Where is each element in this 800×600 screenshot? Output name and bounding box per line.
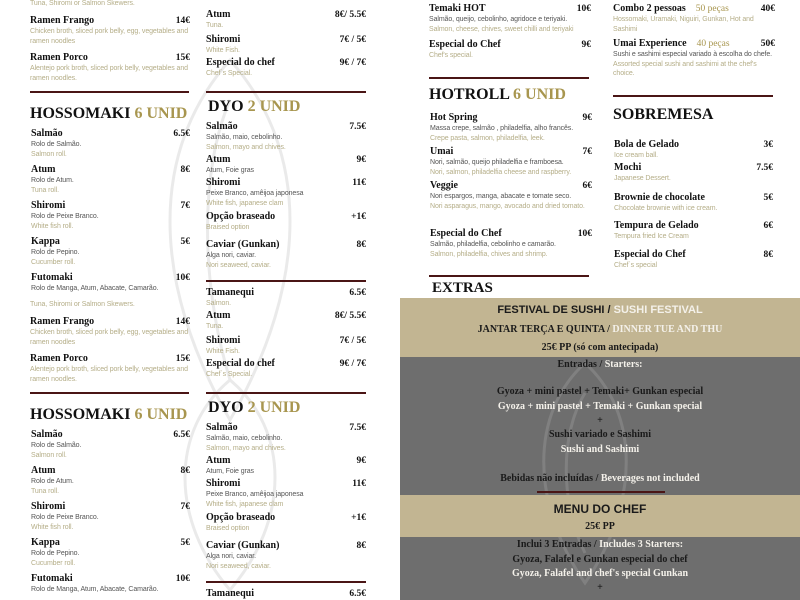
item-description-pt: Peixe Branco, amêijoa japonesa (206, 190, 304, 197)
festival-line-2: Gyoza + mini pastel + Temaki + Gunkan special (497, 401, 703, 412)
lead-text: Tuna, Shiromi or Salmon Skewers. (30, 0, 135, 7)
section-unit-count: 6 UNID (134, 406, 188, 423)
menu-item (31, 537, 190, 568)
item-description-en: Hossomaki, Uramaki, Niguiri, Gunkan, Hot and Sashimi (613, 16, 754, 33)
item-description-pt: Rolo de Manga, Atum, Abacate, Camarão. (31, 586, 159, 593)
chef-menu-title: MENU DO CHEF (553, 502, 647, 516)
festival-title-en: SUSHI FESTIVAL (613, 304, 703, 316)
item-name (31, 236, 190, 248)
item-name (31, 272, 190, 284)
menu-item (206, 57, 366, 79)
item-name-text: Temaki HOT (429, 3, 486, 14)
section-unit-count: 2 UNID (247, 399, 301, 416)
item-description-en: Salmon roll. (31, 451, 67, 459)
item-name-text: Opção braseado (206, 211, 276, 222)
item-name-text: Kappa (31, 537, 60, 548)
item-name-text: Umai Experience (613, 38, 687, 49)
item-description-en: Chef´s special (614, 262, 657, 269)
menu-item (206, 310, 366, 332)
section-title: HOTROLL (429, 86, 510, 103)
item-description-pt: Rolo de Atum. (31, 478, 74, 485)
menu-item (30, 316, 190, 347)
section-heading (30, 406, 187, 424)
item-description-pt: Massa crepe, salmão , philadelfia, alho francês. (430, 125, 574, 132)
item-price: 10€ (175, 574, 190, 584)
menu-item (429, 3, 591, 34)
item-name-text: Shiromi (206, 335, 241, 346)
item-name-text: Futomaki (31, 272, 73, 283)
menu-item (614, 139, 773, 161)
item-name (30, 15, 190, 27)
item-description-pt: Nori espargos, manga, abacate e tomate seco. (430, 193, 572, 200)
section-divider (429, 275, 589, 277)
item-name (614, 220, 773, 232)
menu-item (206, 512, 366, 534)
lead-text: Tuna, Shiromi or Salmon Skewers. (30, 301, 135, 308)
item-name (206, 540, 366, 552)
item-name (30, 52, 190, 64)
item-name-text: Salmão (31, 128, 63, 139)
item-description-en: Cucumber roll. (31, 258, 76, 266)
menu-item (30, 15, 190, 46)
item-name (31, 429, 190, 441)
section-unit-count: 6 UNID (513, 86, 566, 103)
item-price: 7.5€ (756, 163, 773, 173)
festival-drinks (400, 473, 800, 485)
menu-item (430, 112, 592, 143)
item-price: 9€ (356, 155, 366, 165)
festival-line-4: Sushi and Sashimi (560, 444, 640, 455)
item-price: 9€ / 7€ (339, 359, 366, 369)
item-name-text: Tamanequi (206, 588, 254, 599)
item-description-en: Chocolate brownie with ice cream. (614, 205, 718, 212)
item-name-text: Atum (206, 455, 231, 466)
item-price: 8€ (763, 250, 773, 260)
item-price: 5€ (763, 193, 773, 203)
item-pieces: 40 peças (696, 39, 730, 49)
section-heading (613, 106, 713, 124)
item-description-pt: Peixe Branco, amêijoa japonesa (206, 491, 304, 498)
menu-item (206, 287, 366, 309)
item-name (30, 353, 190, 365)
item-price: 3€ (763, 140, 773, 150)
item-description-pt: Sushi e sashimi especial variado à escolha do chefe. (613, 51, 773, 58)
item-description-pt: Atum, Foie gras (206, 167, 254, 174)
item-description-en: Cucumber roll. (31, 559, 76, 567)
item-price: 15€ (175, 53, 190, 63)
menu-item (613, 38, 775, 79)
item-name (31, 164, 190, 176)
item-description-en: Salmon, cheese, chives, sweet chilli and teriyaki (429, 25, 574, 33)
item-price: 8€ (356, 541, 366, 551)
festival-days-en: DINNER TUE AND THU (612, 324, 723, 335)
menu-item (206, 239, 366, 270)
section-title: DYO (208, 399, 244, 416)
item-name (430, 112, 592, 124)
item-description-en: Crepe pasta, salmon, philadelfia, leek. (430, 134, 545, 142)
item-description-en: Braised option (206, 525, 250, 532)
menu-item (430, 228, 592, 259)
item-price: 7€ (180, 502, 190, 512)
festival-title (400, 304, 800, 317)
item-description-en: Tuna roll. (31, 186, 59, 194)
menu-item (429, 39, 591, 61)
item-price: 11€ (352, 178, 366, 188)
menu-item (31, 200, 190, 231)
item-price: 11€ (352, 479, 366, 489)
menu-item (31, 164, 190, 195)
item-description-en: Alentejo pork broth, sliced pork belly, vegetables and ramen noodles. (30, 366, 188, 383)
section-divider (206, 581, 366, 583)
chef-menu-includes-pt: Inclui 3 Entradas / (516, 539, 600, 550)
extras-heading: EXTRAS (432, 280, 493, 296)
item-name-text: Especial do Chef (429, 39, 501, 50)
festival-starters (400, 359, 800, 371)
item-description-pt: Atum, Foie gras (206, 468, 254, 475)
item-name (614, 162, 773, 174)
item-name (31, 501, 190, 513)
item-description-en: Alentejo pork broth, sliced pork belly, vegetables and ramen noodles. (30, 65, 188, 82)
item-description-pt: Salmão, queijo, cebolinho, agridoce e teriyaki. (429, 16, 568, 23)
item-name-text: Brownie de chocolate (614, 192, 705, 203)
item-price: 50€ (760, 39, 775, 49)
item-description-en: Nori seaweed, caviar. (206, 261, 271, 269)
item-name (429, 3, 591, 15)
item-description-pt: Rolo de Peixe Branco. (31, 514, 99, 521)
item-name-text: Kappa (31, 236, 60, 247)
item-name-text: Ramen Porco (30, 52, 88, 63)
divider (537, 491, 665, 493)
item-name-text: Salmão (206, 422, 238, 433)
item-description-en: White Fish. (206, 47, 240, 54)
festival-panel (400, 298, 800, 600)
item-price: 7.5€ (349, 423, 366, 433)
item-price: 8€ (356, 240, 366, 250)
item-description-pt: Nori, salmão, queijo philadelfia e framboesa. (430, 159, 564, 166)
item-name-text: Shiromi (31, 200, 66, 211)
menu-item (613, 3, 775, 34)
menu-item (206, 211, 366, 233)
menu-item (31, 236, 190, 267)
item-description-en: White fish roll. (31, 523, 74, 531)
item-description-en: Tempura fried Ice Cream (614, 233, 689, 240)
section-heading (429, 86, 566, 104)
item-name-text: Salmão (31, 429, 63, 440)
section-divider (206, 280, 366, 282)
item-price: 5€ (180, 237, 190, 247)
section-divider (429, 77, 589, 79)
item-description-en: Salmon, philadelfia, chives and shrimp. (430, 250, 548, 258)
item-description-pt: Alga nori, caviar. (206, 252, 256, 259)
menu-item (31, 573, 190, 595)
item-description-en: White fish, japanese clam (206, 199, 284, 207)
item-description-en: Chicken broth, sliced pork belly, egg, vegetables and ramen noodles (30, 329, 189, 346)
menu-item (31, 128, 190, 159)
item-price: 5€ (180, 538, 190, 548)
item-description-pt: Salmão, maio, cebolinho. (206, 134, 283, 141)
item-name-text: Ramen Frango (30, 15, 95, 26)
item-description-en: Japanese Dessert. (614, 175, 671, 182)
menu-item (206, 177, 366, 208)
item-name-text: Shiromi (206, 478, 241, 489)
item-description-pt: Alga nori, caviar. (206, 553, 256, 560)
menu-item (206, 34, 366, 56)
item-price: 8€ (180, 165, 190, 175)
menu-item (206, 121, 366, 152)
section-divider (30, 91, 189, 93)
item-description-en: Nori, salmon, philadelfia cheese and raspberry. (430, 168, 572, 176)
item-name (206, 177, 366, 189)
menu-item (206, 358, 366, 380)
section-title: HOSSOMAKI (30, 105, 131, 122)
item-name (206, 588, 366, 600)
item-price: 9€ (356, 456, 366, 466)
item-price: 7€ / 5€ (339, 336, 366, 346)
item-price: 6€ (763, 221, 773, 231)
item-name-text: Bola de Gelado (614, 139, 680, 150)
item-price: 14€ (175, 16, 190, 26)
menu-item (614, 249, 773, 271)
item-price: 10€ (576, 4, 591, 14)
item-name-text: Umai (430, 146, 454, 157)
chef-menu-line-1: Gyoza, Falafel e Gunkan especial do chef (512, 554, 688, 565)
item-name (206, 478, 366, 490)
festival-line-1: Gyoza + mini pastel + Temaki+ Gunkan especial (496, 386, 704, 397)
section-divider (206, 392, 366, 394)
item-name (614, 139, 773, 151)
item-name (206, 512, 366, 524)
menu-item (430, 146, 592, 177)
section-unit-count: 6 UNID (134, 105, 188, 122)
item-name-text: Shiromi (206, 34, 241, 45)
item-description-en: White fish, japanese clam (206, 500, 284, 508)
item-name (206, 121, 366, 133)
section-title: DYO (208, 98, 244, 115)
item-name-text: Especial do Chef (614, 249, 686, 260)
section-heading (30, 105, 187, 123)
festival-price: 25€ PP (só com antecipada) (541, 342, 659, 353)
chef-menu-plus: + (597, 582, 603, 593)
item-name-text: Atum (206, 310, 231, 321)
menu-item (206, 540, 366, 571)
item-description-en: Tuna roll. (31, 487, 59, 495)
item-price: 9€ (581, 40, 591, 50)
item-description-en: Salmon, mayo and chives. (206, 444, 286, 452)
festival-line-3: Sushi variado e Sashimi (549, 429, 651, 440)
item-name (206, 455, 366, 467)
item-name-text: Tempura de Gelado (614, 220, 699, 231)
item-description-pt: Rolo de Salmão. (31, 442, 82, 449)
item-name-text: Mochi (614, 162, 642, 173)
section-unit-count: 2 UNID (247, 98, 301, 115)
item-price: 15€ (175, 354, 190, 364)
item-description-pt: Rolo de Atum. (31, 177, 74, 184)
item-name-text: Atum (206, 154, 231, 165)
festival-drinks-en: Beverages not included (600, 473, 700, 484)
item-name-text: Caviar (Gunkan) (206, 540, 280, 551)
section-title: SOBREMESA (613, 106, 714, 123)
item-name (614, 249, 773, 261)
item-name (31, 128, 190, 140)
item-price: 9€ (582, 113, 592, 123)
item-name-text: Especial do chef (206, 57, 275, 68)
menu-item (206, 478, 366, 509)
menu-item (430, 180, 592, 211)
menu-item (30, 52, 190, 83)
item-description-en: Nori seaweed, caviar. (206, 562, 271, 570)
chef-menu-includes (400, 539, 800, 551)
item-name-text: Combo 2 pessoas (613, 3, 686, 14)
item-description-en: Salmon, mayo and chives. (206, 143, 286, 151)
item-name-text: Veggie (430, 180, 458, 191)
item-name-text: Tamanequi (206, 287, 254, 298)
item-pieces: 50 peças (695, 4, 729, 14)
item-name (430, 146, 592, 158)
section-divider (30, 392, 189, 394)
menu-item (614, 220, 773, 242)
item-name (30, 316, 190, 328)
item-name (429, 39, 591, 51)
menu-item (614, 162, 773, 184)
item-description-pt: Rolo de Manga, Atum, Abacate, Camarão. (31, 285, 159, 292)
item-price: 8€/ 5.5€ (334, 10, 366, 20)
item-price: 6.5€ (173, 430, 190, 440)
festival-starters-en: Starters: (604, 359, 643, 370)
item-description-en: Salmon. (206, 300, 231, 307)
item-name (613, 3, 775, 15)
item-name (31, 200, 190, 212)
item-description-en: Nori asparagus, mango, avocado and dried tomato. (430, 202, 585, 210)
item-name-text: Opção braseado (206, 512, 276, 523)
item-price: 7€ (180, 201, 190, 211)
section-heading (208, 98, 300, 116)
menu-item (31, 501, 190, 532)
menu-item (206, 455, 366, 477)
item-price: 10€ (175, 273, 190, 283)
chef-menu-line-2: Gyoza, Falafel and chef's special Gunkan (511, 568, 689, 579)
item-name (206, 422, 366, 434)
menu-item (206, 9, 366, 31)
item-name (31, 465, 190, 477)
item-description-pt: Rolo de Pepino. (31, 550, 80, 557)
item-price: +1€ (351, 513, 366, 523)
item-name-text: Hot Spring (430, 112, 478, 123)
item-name-text: Shiromi (206, 177, 241, 188)
festival-days (400, 324, 800, 336)
item-description-pt: Rolo de Salmão. (31, 141, 82, 148)
item-name (430, 228, 592, 240)
item-price: 8€ (180, 466, 190, 476)
item-name-text: Especial do chef (206, 358, 275, 369)
item-name-text: Atum (31, 465, 56, 476)
section-divider (206, 91, 366, 93)
item-name-text: Especial do Chef (430, 228, 502, 239)
item-name-text: Atum (31, 164, 56, 175)
item-description-en: Chef´s Special. (206, 371, 252, 378)
menu-item (31, 272, 190, 294)
item-description-en: Assorted special sushi and sashimi at the chef's choice. (613, 60, 757, 77)
item-price: 6.5€ (349, 288, 366, 298)
item-description-en: Chicken broth, sliced pork belly, egg, vegetables and ramen noodles (30, 28, 189, 45)
item-name-text: Shiromi (31, 501, 66, 512)
festival-days-pt: JANTAR TERÇA E QUINTA / (477, 324, 613, 335)
item-description-pt: Salmão, maio, cebolinho. (206, 435, 283, 442)
menu-item (614, 192, 773, 214)
festival-title-pt: FESTIVAL DE SUSHI / (497, 304, 614, 316)
item-description-en: Chef's special. (429, 52, 473, 59)
festival-drinks-pt: Bebidas não incluídas / (500, 473, 601, 484)
section-title: HOSSOMAKI (30, 406, 131, 423)
item-name-text: Atum (206, 9, 231, 20)
item-name (31, 537, 190, 549)
item-price: +1€ (351, 212, 366, 222)
menu-item (206, 335, 366, 357)
item-price: 6.5€ (173, 129, 190, 139)
menu-item (206, 422, 366, 453)
item-name-text: Caviar (Gunkan) (206, 239, 280, 250)
item-name-text: Salmão (206, 121, 238, 132)
item-price: 40€ (760, 4, 775, 14)
item-description-pt: Rolo de Pepino. (31, 249, 80, 256)
item-name (31, 573, 190, 585)
item-description-en: Ice cream ball. (614, 152, 659, 159)
item-description-en: Tuna. (206, 22, 224, 29)
item-price: 6.5€ (349, 589, 366, 599)
item-price: 14€ (175, 317, 190, 327)
item-price: 8€/ 5.5€ (334, 311, 366, 321)
item-name (614, 192, 773, 204)
festival-plus: + (597, 415, 603, 426)
menu-item (206, 588, 366, 600)
item-name (206, 154, 366, 166)
section-heading (208, 399, 300, 417)
item-name (206, 287, 366, 299)
item-description-en: White fish roll. (31, 222, 74, 230)
festival-starters-pt: Entradas / (557, 359, 605, 370)
item-price: 10€ (577, 229, 592, 239)
item-description-en: Braised option (206, 224, 250, 231)
item-description-pt: Salmão, philadelfia, cebolinho e camarão. (430, 241, 556, 248)
item-name-text: Ramen Porco (30, 353, 88, 364)
item-description-en: Chef´s Special. (206, 70, 252, 77)
menu-item (31, 465, 190, 496)
chef-menu-price: 25€ PP (585, 521, 615, 532)
menu-item (31, 429, 190, 460)
item-name (430, 180, 592, 192)
item-name-text: Ramen Frango (30, 316, 95, 327)
menu-item (30, 353, 190, 384)
chef-menu-includes-en: Includes 3 Starters: (599, 539, 684, 550)
menu-item (206, 154, 366, 176)
item-name (206, 239, 366, 251)
item-name (613, 38, 775, 50)
item-price: 7€ / 5€ (339, 35, 366, 45)
item-price: 7€ (582, 147, 592, 157)
item-price: 7.5€ (349, 122, 366, 132)
section-divider (613, 95, 773, 97)
item-price: 6€ (582, 181, 592, 191)
item-description-en: White Fish. (206, 348, 240, 355)
item-description-en: Tuna. (206, 323, 224, 330)
item-description-pt: Rolo de Peixe Branco. (31, 213, 99, 220)
item-name (206, 211, 366, 223)
item-price: 9€ / 7€ (339, 58, 366, 68)
item-name-text: Futomaki (31, 573, 73, 584)
item-description-en: Salmon roll. (31, 150, 67, 158)
